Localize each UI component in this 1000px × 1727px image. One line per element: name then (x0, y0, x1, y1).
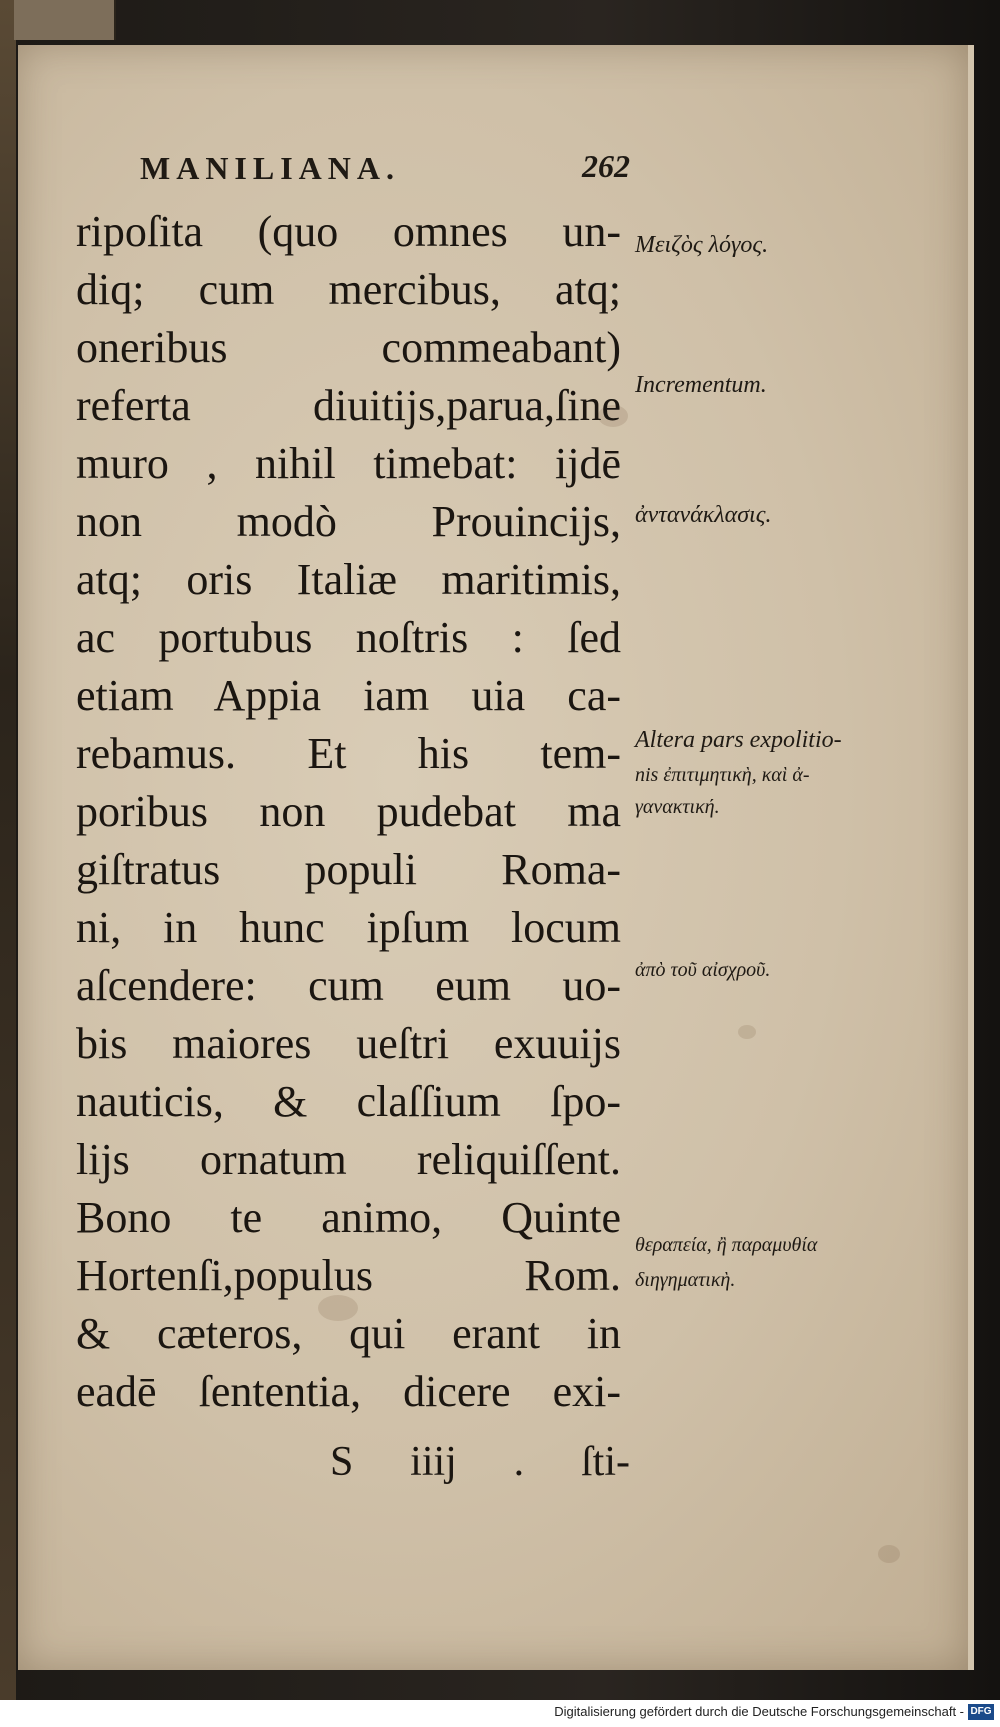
text-line: non modò Prouincijs, (76, 497, 621, 546)
text-line: ac portubus noſtris : ſed (76, 613, 621, 662)
book-spine (0, 0, 16, 1700)
margin-note: γανακτική. (635, 796, 720, 818)
text-line: bis maiores ueſtri exuuijs (76, 1019, 621, 1068)
text-line: giſtratus populi Roma- (76, 845, 621, 894)
text-line: referta diuitijs,parua,ſine (76, 381, 621, 430)
margin-note: Incrementum. (635, 372, 767, 398)
text-line: aſcendere: cum eum uo- (76, 961, 621, 1010)
foxing-spot (878, 1545, 900, 1563)
text-line: atq; oris Italiæ maritimis, (76, 555, 621, 604)
margin-note: nis ἐπιτιμητικὴ, καὶ ἀ- (635, 764, 810, 786)
signature-letter: S (330, 1439, 354, 1485)
running-header (140, 150, 630, 194)
text-line: ni, in hunc ipſum locum (76, 903, 621, 952)
catchword: ſti- (580, 1439, 630, 1485)
margin-note: Μειζὸς λόγος. (635, 232, 769, 258)
text-line: lijs ornatum reliquiſſent. (76, 1135, 621, 1184)
previous-page-edge (14, 0, 116, 40)
margin-note: θεραπεία, ἢ παραμυθία (635, 1234, 818, 1256)
text-line: oneribus commeabant) (76, 323, 621, 372)
margin-note: ἀπὸ τοῦ αἰσχροῦ. (635, 959, 771, 981)
text-line: poribus non pudebat ma (76, 787, 621, 836)
page-number: 262 (582, 148, 630, 184)
dfg-logo: DFG (968, 1704, 994, 1720)
text-line: nauticis, & claſſium ſpo- (76, 1077, 621, 1126)
text-line: rebamus. Et his tem- (76, 729, 621, 778)
text-line: diq; cum mercibus, atq; (76, 265, 621, 314)
running-title: MANILIANA. (140, 150, 400, 186)
margin-note: διηγηματικὴ. (635, 1269, 736, 1291)
digitization-footer (0, 1700, 1000, 1727)
text-line: muro , nihil timebat: ijdē (76, 439, 621, 488)
margin-note: ἀντανάκλασις. (635, 502, 772, 528)
main-text-block (76, 203, 621, 1421)
signature-number: iiij (410, 1439, 457, 1485)
signature-line (330, 1438, 630, 1488)
footer-credit: Digitalisierung gefördert durch die Deutsche Forschungsgemeinschaft - (554, 1704, 964, 1719)
text-line: ripoſita (quo omnes un- (76, 207, 621, 256)
text-line: Bono te animo, Quinte (76, 1193, 621, 1242)
text-line: eadē ſententia, dicere exi- (76, 1367, 621, 1416)
text-line: Hortenſi,populus Rom. (76, 1251, 621, 1300)
text-line: & cæteros, qui erant in (76, 1309, 621, 1358)
signature-dot: . (513, 1439, 525, 1485)
text-line: etiam Appia iam uia ca- (76, 671, 621, 720)
foxing-spot (738, 1025, 756, 1039)
margin-note: Altera pars expolitio- (635, 727, 842, 753)
